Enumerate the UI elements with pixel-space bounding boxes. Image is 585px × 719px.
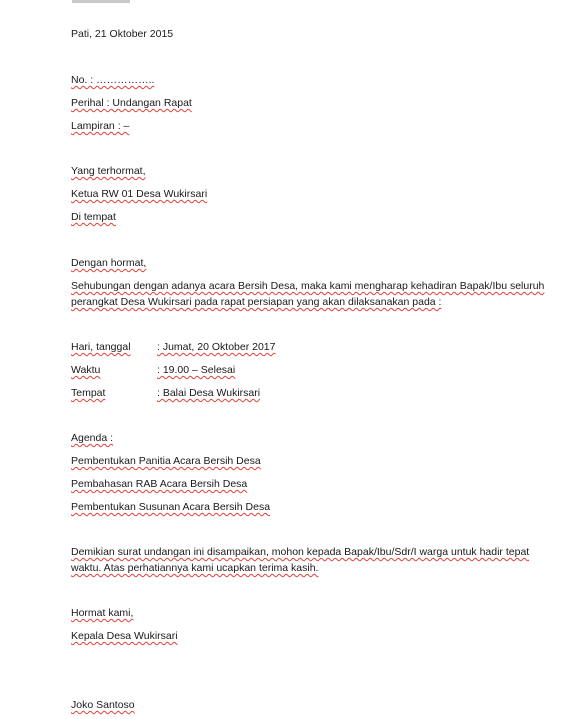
detail-label: Waktu <box>71 364 101 376</box>
agenda-item: Pembentukan Panitia Acara Bersih Desa <box>71 455 261 467</box>
agenda-item: Pembentukan Susunan Acara Bersih Desa <box>71 501 271 513</box>
detail-value: : Balai Desa Wukirsari <box>157 387 261 399</box>
letter-attachment: Lampiran : – <box>71 120 130 132</box>
closing-line-2: waktu. Atas perhatiannya kami ucapkan terima kasih. <box>71 562 319 574</box>
signer-name: Joko Santoso <box>71 699 135 711</box>
detail-row-time <box>71 364 235 377</box>
detail-label: Tempat <box>71 387 106 399</box>
page-top-bar <box>72 0 130 3</box>
agenda-item: Pembahasan RAB Acara Bersih Desa <box>71 478 248 490</box>
detail-value: : Jumat, 20 Oktober 2017 <box>157 341 276 353</box>
signer-title: Kepala Desa Wukirsari <box>71 630 178 642</box>
agenda-title: Agenda : <box>71 432 114 444</box>
detail-value: : 19.00 – Selesai <box>157 364 236 376</box>
place-date: Pati, 21 Oktober 2015 <box>71 28 174 40</box>
opening-salutation: Dengan hormat, <box>71 257 147 269</box>
recipient-name: Ketua RW 01 Desa Wukirsari <box>71 188 208 200</box>
regards: Hormat kami, <box>71 607 134 619</box>
recipient-place: Di tempat <box>71 211 116 223</box>
recipient-greeting: Yang terhormat, <box>71 165 146 177</box>
intro-line-1: Sehubungan dengan adanya acara Bersih Desa, maka kami mengharap kehadiran Bapak/Ibu seluruh <box>71 280 545 292</box>
letter-number: No. : …………….. <box>71 74 155 86</box>
closing-line-1: Demikian surat undangan ini disampaikan, mohon kepada Bapak/Ibu/Sdr/I warga untuk hadir tepat <box>71 546 530 558</box>
detail-label: Hari, tanggal <box>71 341 131 353</box>
letter-subject: Perihal : Undangan Rapat <box>71 97 192 109</box>
detail-row-date <box>71 341 275 354</box>
intro-line-2: perangkat Desa Wukirsari pada rapat persiapan yang akan dilaksanakan pada : <box>71 296 442 308</box>
detail-row-place <box>71 387 260 400</box>
